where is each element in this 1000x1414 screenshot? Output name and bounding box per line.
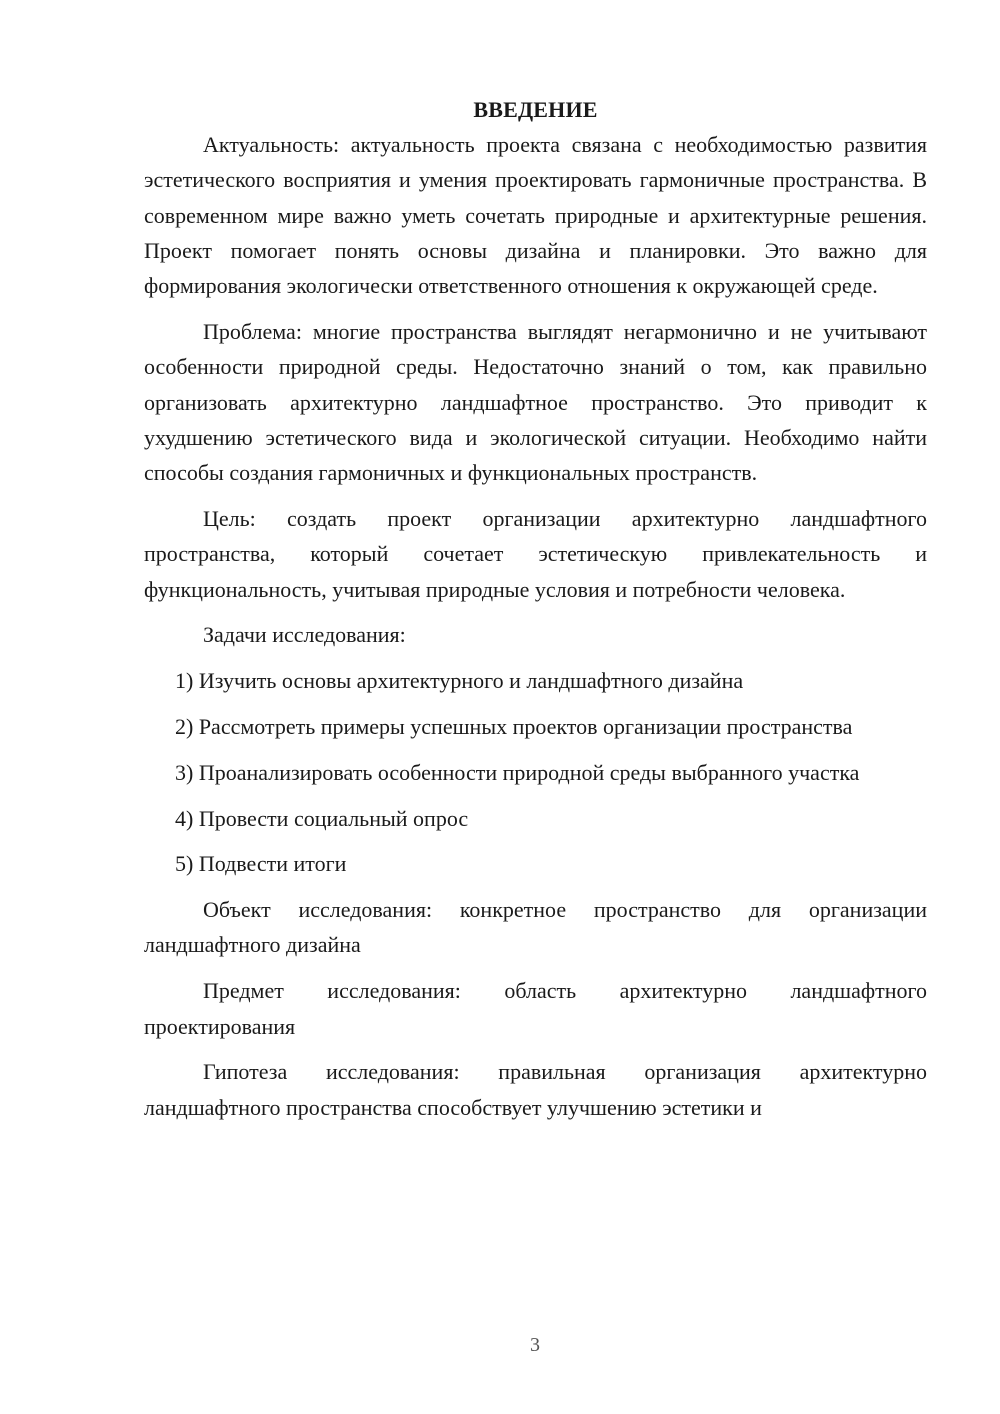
task-item-2: 2) Рассмотреть примеры успешных проектов организации пространства xyxy=(175,713,853,739)
task-item-3: 3) Проанализировать особенности природной среды выбранного участка xyxy=(175,759,860,785)
paragraph-hypothesis: Гипотеза исследования: правильная организация архитектурно ландшафтного пространства способствует улучшению эстетики и xyxy=(144,1059,927,1120)
paragraph-subject: Предмет исследования: область архитектурно ландшафтного проектирования xyxy=(144,978,927,1039)
document-page xyxy=(144,95,927,1135)
task-item-1: 1) Изучить основы архитектурного и ландшафтного дизайна xyxy=(175,668,744,694)
task-item-5: 5) Подвести итоги xyxy=(175,851,347,877)
tasks-heading: Задачи исследования: xyxy=(203,622,406,648)
task-item-4: 4) Провести социальный опрос xyxy=(175,805,469,831)
document-title: ВВЕДЕНИЕ xyxy=(473,97,598,122)
page-number: 3 xyxy=(530,1334,540,1356)
paragraph-relevance: Актуальность: актуальность проекта связана с необходимостью развития эстетического восприятия и умения проектировать гармоничные пространства. В современном мире важно уметь сочетать природные и архитектурные решения. Проект помогает понять основы дизайна и планировки. Это важно для формирования экологически ответственного отношения к окружающей среде. xyxy=(144,132,927,299)
paragraph-problem: Проблема: многие пространства выглядят негармонично и не учитывают особенности природной среды. Недостаточно знаний о том, как правильно организовать архитектурно ландшафтное пространство. Это приводит к ухудшению эстетического вида и экологической ситуации. Необходимо найти способы создания гармоничных и функциональных пространств. xyxy=(144,318,927,486)
paragraph-object: Объект исследования: конкретное пространство для организации ландшафтного дизайна xyxy=(144,897,927,958)
paragraph-goal: Цель: создать проект организации архитектурно ландшафтного пространства, который сочетает эстетическую привлекательность и функциональность, учитывая природные условия и потребности человека. xyxy=(144,505,927,602)
